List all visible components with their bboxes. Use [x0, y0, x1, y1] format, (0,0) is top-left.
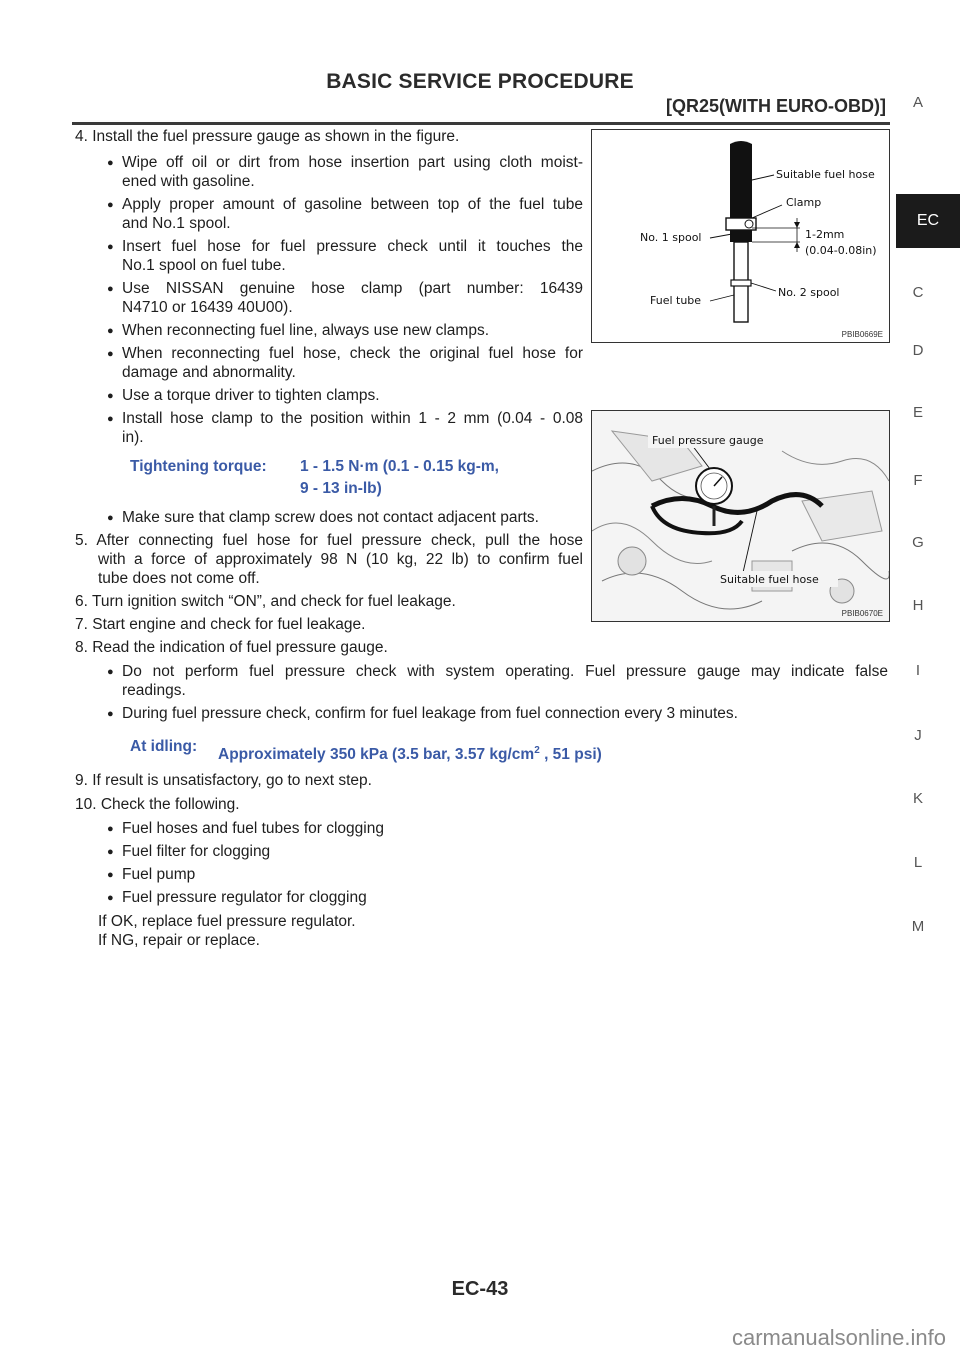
idle-value: Approximately 350 kPa (3.5 bar, 3.57 $kg/cm^2$ , 51 psi)	[218, 745, 602, 764]
index-letter[interactable]: A	[912, 94, 923, 111]
bullet-text-cont: in).	[122, 429, 144, 446]
fuel-pressure-gauge-photo	[591, 410, 890, 622]
result-ok-text: If OK, replace fuel pressure regulator.	[98, 913, 356, 930]
bullet-text: ● When reconnecting fuel line, always use new clamps.	[122, 321, 489, 340]
bullet-text: ● Wipe off oil or dirt from hose insertion part using cloth moist-	[122, 153, 583, 172]
check-item: ● Fuel pressure regulator for clogging	[122, 888, 367, 907]
label-fuel-pressure-gauge: Fuel pressure gauge	[652, 434, 764, 447]
bullet-text: ● When reconnecting fuel hose, check the original fuel hose for	[122, 344, 583, 363]
figure-code: PBIB0669E	[841, 330, 883, 339]
bullet-text: ● Do not perform fuel pressure check with system operating. Fuel pressure gauge may indicate false	[122, 662, 888, 681]
index-letter[interactable]: D	[912, 342, 924, 359]
index-letter[interactable]: F	[913, 472, 923, 489]
figure-code: PBIB0670E	[841, 609, 883, 618]
step-5-text: 5. After connecting fuel hose for fuel pressure check, pull the hose	[75, 532, 583, 549]
step-9-text: 9. If result is unsatisfactory, go to next step.	[75, 772, 372, 789]
index-letter[interactable]: H	[912, 597, 924, 614]
check-item: ● Fuel pump	[122, 865, 195, 884]
bullet-text-cont: ened with gasoline.	[122, 173, 255, 190]
bullet-text-cont: readings.	[122, 682, 186, 699]
index-letter[interactable]: L	[913, 854, 923, 871]
step-6-text: 6. Turn ignition switch “ON”, and check for fuel leakage.	[75, 593, 456, 610]
site-watermark: carmanualsonline.info	[731, 1325, 946, 1350]
torque-label: Tightening torque:	[130, 458, 267, 475]
label-suitable-fuel-hose: Suitable fuel hose	[720, 573, 819, 586]
index-letter[interactable]: K	[912, 790, 923, 807]
hose-diagram-svg	[592, 130, 889, 342]
step-4-text: 4. Install the fuel pressure gauge as shown in the figure.	[75, 128, 460, 145]
step-5-text-cont: with a force of approximately 98 N (10 kg, 22 lb) to confirm fuel	[98, 551, 583, 568]
bullet-text: ● During fuel pressure check, confirm for fuel leakage from fuel connection every 3 minutes.	[122, 704, 738, 723]
fuel-hose-diagram	[591, 129, 890, 343]
label-dimension-mm: 1-2mm	[805, 228, 845, 241]
bullet-text: ● Use NISSAN genuine hose clamp (part number: 16439	[122, 279, 583, 298]
page-number: EC-43	[451, 1278, 509, 1300]
torque-value: 1 - 1.5 N·m (0.1 - 0.15 kg-m,	[300, 458, 499, 475]
index-letter[interactable]: I	[915, 662, 921, 679]
bullet-text-cont: and No.1 spool.	[122, 215, 231, 232]
bullet-text: ● Install hose clamp to the position within 1 - 2 mm (0.04 - 0.08	[122, 409, 583, 428]
page-title: BASIC SERVICE PROCEDURE	[326, 70, 634, 93]
bullet-text-cont: No.1 spool on fuel tube.	[122, 257, 286, 274]
label-fuel-tube: Fuel tube	[650, 294, 702, 307]
step-7-text: 7. Start engine and check for fuel leakage.	[75, 616, 366, 633]
check-item: ● Fuel hoses and fuel tubes for clogging	[122, 819, 384, 838]
label-dimension-in: (0.04-0.08in)	[805, 244, 877, 257]
index-letter[interactable]: J	[914, 727, 922, 744]
label-no2-spool: No. 2 spool	[778, 286, 840, 299]
index-letter[interactable]: G	[912, 534, 924, 551]
page-subtitle: [QR25(WITH EURO-OBD)]	[666, 96, 886, 116]
bullet-text-cont: N4710 or 16439 40U00).	[122, 299, 293, 316]
index-letter[interactable]: E	[912, 404, 923, 421]
index-letter-active[interactable]: EC	[896, 194, 960, 248]
step-8-text: 8. Read the indication of fuel pressure gauge.	[75, 639, 388, 656]
bullet-text-cont: damage and abnormality.	[122, 364, 296, 381]
bullet-text: ● Use a torque driver to tighten clamps.	[122, 386, 380, 405]
torque-value-cont: 9 - 13 in-lb)	[300, 480, 382, 497]
label-clamp: Clamp	[786, 196, 822, 209]
label-suitable-fuel-hose: Suitable fuel hose	[776, 168, 875, 181]
result-ng-text: If NG, repair or replace.	[98, 932, 260, 949]
bullet-text: ● Insert fuel hose for fuel pressure check until it touches the	[122, 237, 583, 256]
idle-label: At idling:	[130, 738, 198, 755]
engine-bay-svg	[592, 411, 889, 621]
step-5-text-cont: tube does not come off.	[98, 570, 260, 587]
label-no1-spool: No. 1 spool	[640, 231, 702, 244]
index-letter[interactable]: C	[912, 284, 924, 301]
check-item: ● Fuel filter for clogging	[122, 842, 270, 861]
bullet-text: ● Make sure that clamp screw does not contact adjacent parts.	[122, 508, 539, 527]
index-letter[interactable]: M	[911, 918, 925, 935]
step-10-text: 10. Check the following.	[75, 796, 240, 813]
bullet-text: ● Apply proper amount of gasoline between top of the fuel tube	[122, 195, 583, 214]
